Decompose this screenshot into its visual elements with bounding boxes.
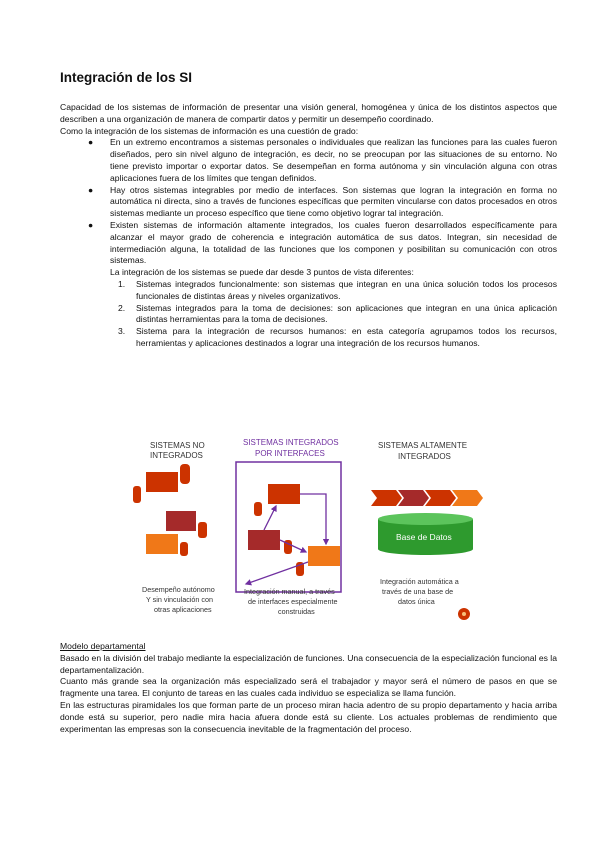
gear-icon-center xyxy=(462,612,466,616)
bullet-list xyxy=(60,137,557,267)
integration-diagram xyxy=(128,434,488,630)
section-paragraph: Cuanto más grande sea la organización más especializado será el trabajador y mayor será el número de pasos en que se fragmente una tarea. El conjunto de tareas en las cuales cada individuo se especializa se llama función. xyxy=(60,676,557,699)
non-integrated-systems xyxy=(133,464,207,556)
interface-integrated-systems xyxy=(236,462,341,592)
cylinder-icon xyxy=(198,522,207,538)
section-paragraph: En las estructuras piramidales los que forman parte de un proceso miran hacia adentro de su propio departamento y hacia arriba donde está su superior, pero nadie mira hacia afuera donde está su cliente. Los actuales problemas de rendimiento que experimentan las empresas son la consecuencia inevitable de la fragmentación del proceso. xyxy=(60,699,557,734)
caption1-line1: Desempeño autónomo xyxy=(142,585,215,594)
caption2-line1: Integración manual, a través xyxy=(244,587,335,596)
bullet-item: ● Existen sistemas de información altamente integrados, los cuales fueron desarrollados específicamente para alcanzar el mayor grado de coherencia e integración automática de sus datos. Integran, sin necesidad de intermediación alguna, la totalidad de las funciones que los componen y posibilitan su comunicación con otros sistemas. xyxy=(88,219,557,266)
section-paragraph: Basado en la división del trabajo mediante la especialización de funciones. Una consecuencia de la especialización funcional es la departamentalización. xyxy=(60,652,557,675)
sub-intro: La integración de los sistemas se puede dar desde 3 puntos de vista diferentes: xyxy=(110,267,414,278)
bullet-icon: ● xyxy=(88,184,94,195)
departmental-model-section xyxy=(60,641,557,735)
system-box xyxy=(166,511,196,531)
database-label: Base de Datos xyxy=(396,532,452,542)
system-box xyxy=(308,546,340,566)
system-box xyxy=(268,484,300,504)
bullet-icon: ● xyxy=(88,219,94,230)
system-box xyxy=(146,534,178,554)
page-title: Integración de los SI xyxy=(60,70,193,85)
cylinder-icon xyxy=(254,502,262,516)
caption3-line3: datos única xyxy=(398,597,435,606)
caption2-line3: construidas xyxy=(278,607,315,616)
intro-section xyxy=(60,102,557,350)
system-box xyxy=(146,472,178,492)
arrow-icon xyxy=(264,506,276,530)
caption1-line2: Y sin vinculación con xyxy=(146,595,213,604)
caption3-line2: través de una base de xyxy=(382,587,454,596)
caption1-line3: otras aplicaciones xyxy=(154,605,212,614)
intro-paragraph: Capacidad de los sistemas de información de presentar una visión general, homogénea y única de los distintos aspectos que describen a una organización de manera de compartir datos y permitir un desempeño coordinado. xyxy=(60,102,557,124)
col1-title-line2: INTEGRADOS xyxy=(150,451,203,460)
numbered-item: 1. Sistemas integrados funcionalmente: son sistemas que integran en una única solución todos los procesos funcionales de distintas áreas y niveles organizativos. xyxy=(118,278,557,301)
bullet-item: ● Hay otros sistemas integrables por medio de interfaces. Son sistemas que logran la integración en forma no automática ni directa, sino a través de funciones específicas que permiten vincularse con datos procesados en otros sistemas mediante un proceso específico que tiene como objetivo lograr tal integración. xyxy=(88,184,557,219)
database-cylinder-top xyxy=(378,513,473,525)
process-chevron xyxy=(398,490,429,506)
process-chevron xyxy=(452,490,483,506)
section-heading: Modelo departamental xyxy=(60,641,146,651)
col3-title-line2: INTEGRADOS xyxy=(398,452,451,461)
col2-title-line1: SISTEMAS INTEGRADOS xyxy=(243,438,339,447)
bullet-icon: ● xyxy=(88,137,94,148)
numbered-item: 2. Sistemas integrados para la toma de decisiones: son aplicaciones que integran en una única aplicación distintas herramientas para la toma de decisiones. xyxy=(118,302,557,325)
bullet-item: ● En un extremo encontramos a sistemas personales o individuales que realizan las funciones para las cuales fueron diseñados, pero sin nivel alguno de integración, es decir, no se preocupan por las situaciones de su entorno. No tiene previsto importar o exportar datos. Se desempeñan en forma autónoma y sin vinculación alguna con otras aplicaciones fuera de los límites que tengan definidos. xyxy=(88,137,557,183)
system-box xyxy=(248,530,280,550)
process-chevron xyxy=(371,490,402,506)
database-cylinder-bottom xyxy=(378,543,473,555)
cylinder-icon xyxy=(133,486,141,503)
caption2-line2: de interfaces especialmente xyxy=(248,597,338,606)
interface-frame xyxy=(236,462,341,592)
numbered-list xyxy=(60,279,557,350)
arrow-icon xyxy=(300,494,326,544)
col3-title-line1: SISTEMAS ALTAMENTE xyxy=(378,441,468,450)
col2-title-line2: POR INTERFACES xyxy=(255,449,325,458)
numbered-item: 3. Sistema para la integración de recursos humanos: en esta categoría agrupamos todos los recursos, herramientas y aplicaciones destinados a lograr una integración de los recursos humanos. xyxy=(118,326,557,348)
arrow-icon xyxy=(280,540,306,552)
col1-title-line1: SISTEMAS NO xyxy=(150,441,205,450)
intro-lead: Como la integración de los sistemas de información es una cuestión de grado: xyxy=(60,125,359,136)
cylinder-icon xyxy=(180,464,190,484)
caption3-line1: Integración automática a xyxy=(380,577,459,586)
cylinder-icon xyxy=(180,542,188,556)
process-chevron xyxy=(425,490,456,506)
